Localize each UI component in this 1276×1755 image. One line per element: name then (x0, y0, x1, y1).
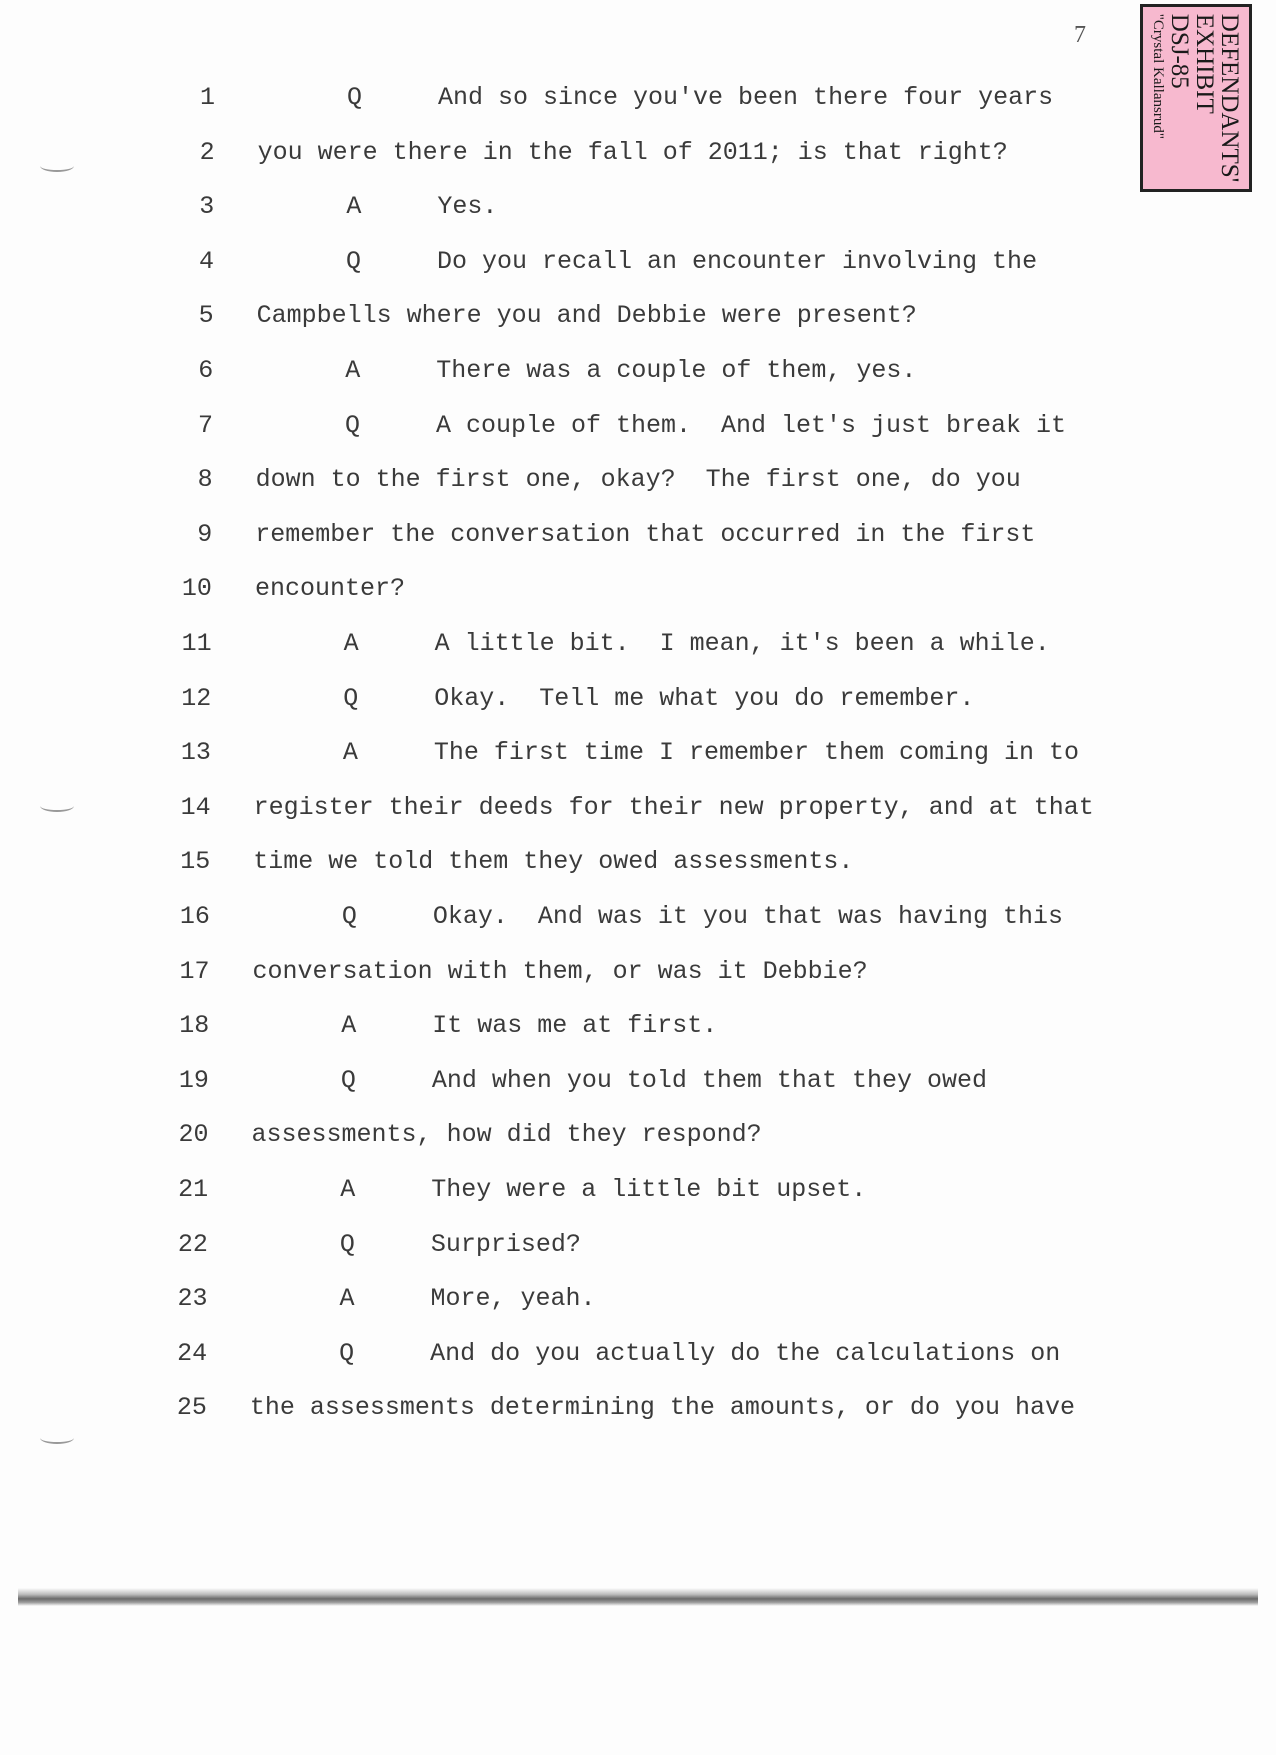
speaker-label: Q (339, 1229, 355, 1259)
transcript-line (0, 1174, 1130, 1206)
line-number: 13 (180, 738, 211, 768)
line-text: conversation with them, or was it Debbie? (252, 956, 868, 986)
transcript-line (0, 82, 1130, 114)
transcript-line (0, 792, 1130, 824)
line-number: 11 (181, 629, 212, 658)
line-number: 7 (197, 410, 213, 440)
speaker-label: Q (343, 683, 359, 713)
speaker-label: Q (340, 1065, 356, 1095)
line-number: 1 (199, 83, 215, 112)
transcript-line (0, 1229, 1130, 1261)
line-text: It was me at first. (432, 1011, 718, 1041)
exhibit-sticker-witness: "Crystal Kallansrud" (1150, 13, 1166, 139)
line-number: 9 (197, 519, 213, 549)
line-number: 17 (179, 956, 210, 986)
speaker-label: Q (339, 1338, 355, 1368)
line-text: A little bit. I mean, it's been a while. (434, 629, 1050, 658)
exhibit-sticker (1140, 4, 1252, 192)
line-number: 20 (178, 1120, 209, 1150)
transcript-line (0, 191, 1130, 223)
transcript-line (0, 901, 1130, 933)
line-number: 6 (198, 356, 214, 385)
line-text: The first time I remember them coming in to (433, 738, 1080, 768)
line-number: 5 (198, 301, 214, 331)
transcript-line (0, 246, 1130, 278)
line-text: the assessments determining the amounts, or do you have (249, 1393, 1075, 1423)
line-number: 16 (179, 902, 210, 931)
line-text: Okay. Tell me what you do remember. (434, 683, 975, 713)
line-text: More, yeah. (430, 1284, 596, 1314)
transcript-line (0, 846, 1130, 878)
speaker-label: Q (345, 246, 361, 276)
line-number: 25 (176, 1393, 207, 1423)
transcript-line (0, 1119, 1130, 1151)
line-text: time we told them they owed assessments. (253, 847, 854, 877)
transcript-line (0, 300, 1130, 332)
transcript-line (0, 628, 1130, 660)
line-text: assessments, how did they respond? (251, 1120, 762, 1150)
transcript-line (0, 1392, 1130, 1424)
speaker-label: Q (341, 902, 357, 931)
transcript-line (0, 355, 1130, 387)
speaker-label: A (345, 356, 361, 385)
transcript-line (0, 1283, 1130, 1315)
speaker-label: Q (344, 410, 360, 440)
scan-edge-shadow (18, 1588, 1258, 1606)
line-text: register their deeds for their new property, and at that (253, 792, 1094, 822)
line-text: And so since you've been there four years (438, 83, 1054, 112)
line-number: 10 (181, 574, 212, 604)
line-number: 8 (197, 465, 213, 495)
transcript-line (0, 1010, 1130, 1042)
speaker-label: A (343, 629, 359, 658)
line-text: encounter? (254, 574, 405, 604)
transcript-line (0, 137, 1130, 169)
transcript-line (0, 1338, 1130, 1370)
transcript-line (0, 464, 1130, 496)
line-number: 21 (178, 1175, 209, 1204)
transcript-line (0, 1065, 1130, 1097)
line-number: 4 (198, 246, 214, 276)
line-text: Okay. And was it you that was having this (432, 902, 1063, 931)
speaker-label: A (342, 738, 358, 768)
line-number: 19 (178, 1065, 209, 1095)
line-number: 24 (177, 1338, 208, 1368)
line-text: A couple of them. And let's just break it (435, 410, 1067, 440)
line-text: And do you actually do the calculations on (430, 1338, 1061, 1368)
line-number: 22 (177, 1229, 208, 1259)
line-number: 23 (177, 1284, 208, 1314)
line-text: Yes. (437, 192, 498, 222)
line-text: There was a couple of them, yes. (436, 356, 917, 385)
line-number: 15 (180, 847, 211, 877)
line-number: 12 (181, 683, 212, 713)
speaker-label: A (339, 1284, 355, 1314)
exhibit-sticker-label: DEFENDANTS' (1216, 13, 1243, 183)
line-text: Do you recall an encounter involving the (436, 246, 1038, 276)
line-number: 2 (199, 137, 215, 167)
exhibit-sticker-type: EXHIBIT (1191, 13, 1218, 114)
line-number: 3 (199, 192, 215, 222)
speaker-label: A (341, 1011, 357, 1041)
line-text: you were there in the fall of 2011; is that right? (257, 137, 1008, 167)
speaker-label: Q (347, 83, 363, 112)
transcript-line (0, 737, 1130, 769)
transcript-line (0, 573, 1130, 605)
line-text: Campbells where you and Debbie were present? (256, 301, 917, 331)
line-text: down to the first one, okay? The first one, do you (255, 465, 1021, 495)
line-text: remember the conversation that occurred in the first (255, 519, 1036, 549)
line-number: 14 (180, 792, 211, 822)
line-text: And when you told them that they owed (431, 1065, 987, 1095)
speaker-label: A (340, 1175, 356, 1204)
line-text: Surprised? (430, 1229, 581, 1259)
page-number: 7 (1074, 22, 1086, 48)
line-text: They were a little bit upset. (431, 1175, 867, 1204)
transcript-line (0, 410, 1130, 442)
line-number: 18 (179, 1011, 210, 1041)
speaker-label: A (346, 192, 362, 222)
transcript-line (0, 683, 1130, 715)
transcript-line (0, 956, 1130, 988)
exhibit-sticker-number: DSJ-85 (1166, 13, 1193, 89)
transcript-line (0, 519, 1130, 551)
scan-punch-mark (40, 1432, 74, 1444)
